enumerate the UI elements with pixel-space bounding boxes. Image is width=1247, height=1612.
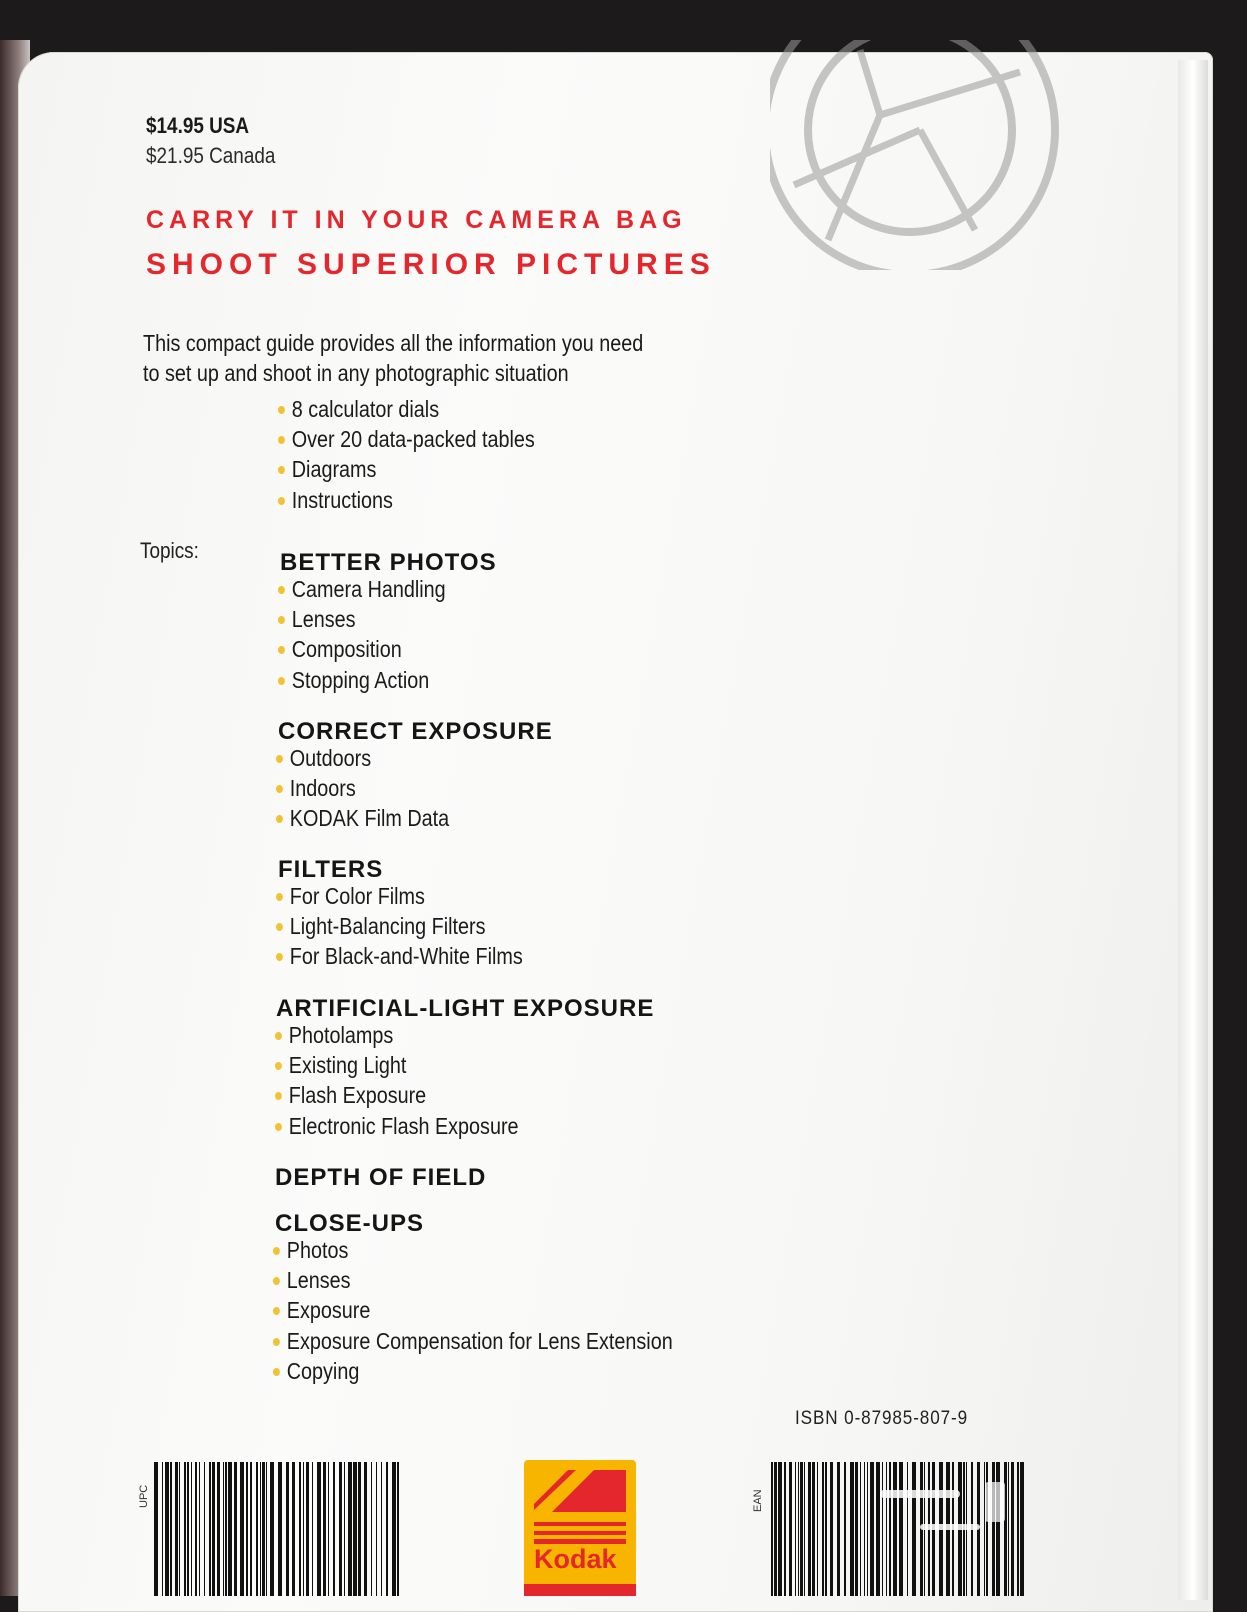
list-item: Diagrams: [278, 454, 535, 484]
bullet-dot-icon: [275, 1092, 282, 1100]
tagline-line-2: SHOOT SUPERIOR PICTURES: [146, 248, 716, 281]
barcode-bar: [963, 1462, 965, 1596]
barcode-bar: [870, 1462, 874, 1596]
barcode-bar: [376, 1462, 377, 1596]
list-item: Existing Light: [275, 1050, 519, 1080]
aperture-icon: [770, 40, 1070, 270]
list-item: Exposure Compensation for Lens Extension: [273, 1326, 673, 1356]
barcode-bar: [306, 1462, 309, 1596]
section-list: [276, 743, 477, 834]
bullet-dot-icon: [275, 1032, 282, 1040]
intro-line-1: This compact guide provides all the information you need: [143, 330, 644, 356]
ean-barcode-icon: [771, 1462, 1025, 1596]
barcode-bar: [225, 1462, 227, 1596]
barcode-bar: [812, 1462, 815, 1596]
list-item: Photos: [273, 1235, 673, 1265]
bullet-dot-icon: [276, 815, 283, 823]
barcode-bar: [924, 1462, 925, 1596]
list-item: Light-Balancing Filters: [276, 911, 523, 941]
barcode-bar: [889, 1462, 891, 1596]
barcode-bar: [800, 1462, 803, 1596]
barcode-bar: [1017, 1462, 1019, 1596]
isbn-number: ISBN 0-87985-807-9: [795, 1408, 969, 1429]
barcode-bar: [333, 1462, 335, 1596]
barcode-bar: [392, 1462, 396, 1596]
barcode-bar: [348, 1462, 352, 1596]
barcode-bar: [371, 1462, 372, 1596]
bullet-dot-icon: [278, 646, 285, 654]
barcode-bar: [920, 1462, 923, 1596]
barcode-bar: [958, 1462, 962, 1596]
bullet-dot-icon: [278, 497, 285, 505]
barcode-bar: [381, 1462, 382, 1596]
list-item: Electronic Flash Exposure: [275, 1111, 519, 1141]
barcode-bar: [286, 1462, 289, 1596]
barcode-bar: [899, 1462, 903, 1596]
bullet-dot-icon: [278, 616, 285, 624]
barcode-bar: [808, 1462, 811, 1596]
barcode-bar: [774, 1462, 777, 1596]
list-item: For Color Films: [276, 881, 523, 911]
bullet-dot-icon: [276, 785, 283, 793]
barcode-bar: [209, 1462, 211, 1596]
barcode-bar: [292, 1462, 295, 1596]
list-item: Copying: [273, 1356, 673, 1386]
topics-label: Topics:: [140, 538, 199, 563]
section-heading: ARTIFICIAL-LIGHT EXPOSURE: [276, 995, 655, 1022]
list-item: 8 calculator dials: [278, 394, 535, 424]
list-item: Camera Handling: [278, 574, 446, 604]
barcode-bar: [822, 1462, 824, 1596]
barcode-bar: [195, 1462, 197, 1596]
barcode-bar: [882, 1462, 883, 1596]
list-item: Lenses: [273, 1265, 673, 1295]
bullet-dot-icon: [273, 1277, 280, 1285]
barcode-bar: [1020, 1462, 1024, 1596]
bullet-dot-icon: [273, 1338, 280, 1346]
barcode-bar: [246, 1462, 248, 1596]
barcode-bar: [1004, 1462, 1007, 1596]
bullet-dot-icon: [278, 406, 285, 414]
barcode-bar: [228, 1462, 232, 1596]
barcode-bar: [886, 1462, 887, 1596]
barcode-bar: [187, 1462, 189, 1596]
list-item: Composition: [278, 634, 446, 664]
barcode-bar: [946, 1462, 950, 1596]
barcode-bar: [364, 1462, 367, 1596]
barcode-bar: [966, 1462, 967, 1596]
list-item: Flash Exposure: [275, 1080, 519, 1110]
barcode-bar: [317, 1462, 321, 1596]
barcode-bar: [175, 1462, 178, 1596]
barcode-bar: [860, 1462, 861, 1596]
list-item: Outdoors: [276, 743, 449, 773]
barcode-bar: [299, 1462, 301, 1596]
barcode-bar: [165, 1462, 169, 1596]
barcode-bar: [876, 1462, 880, 1596]
tagline-line-1: CARRY IT IN YOUR CAMERA BAG: [146, 206, 687, 234]
bullet-dot-icon: [276, 923, 283, 931]
bullet-dot-icon: [278, 436, 285, 444]
list-item: Indoors: [276, 773, 449, 803]
barcode-bar: [312, 1462, 313, 1596]
barcode-bar: [952, 1462, 954, 1596]
section-heading: DEPTH OF FIELD: [275, 1164, 487, 1191]
bullet-dot-icon: [276, 755, 283, 763]
bullet-dot-icon: [273, 1307, 280, 1315]
barcode-bar: [162, 1462, 163, 1596]
barcode-bar: [789, 1462, 792, 1596]
barcode-bar: [771, 1462, 773, 1596]
barcode-bar: [184, 1462, 186, 1596]
bullet-dot-icon: [273, 1247, 280, 1255]
barcode-bar: [223, 1462, 224, 1596]
kodak-logo-icon: [524, 1460, 636, 1596]
list-item: Stopping Action: [278, 665, 446, 695]
bullet-dot-icon: [273, 1368, 280, 1376]
barcode-bar: [992, 1462, 995, 1596]
barcode-bar: [262, 1462, 265, 1596]
barcode-bar: [179, 1462, 180, 1596]
barcode-bar: [303, 1462, 304, 1596]
list-item: Photolamps: [275, 1020, 519, 1050]
barcode-bar: [328, 1462, 329, 1596]
section-heading: CLOSE-UPS: [275, 1210, 425, 1237]
barcode-bar: [397, 1462, 399, 1596]
barcode-bar: [191, 1462, 192, 1596]
barcode-bar: [893, 1462, 897, 1596]
barcode-bar: [830, 1462, 833, 1596]
barcode-bar: [778, 1462, 782, 1596]
barcode-bar: [795, 1462, 796, 1596]
barcode-bar: [867, 1462, 868, 1596]
barcode-bar: [386, 1462, 388, 1596]
barcode-bar: [1008, 1462, 1009, 1596]
barcode-bar: [844, 1462, 846, 1596]
bullet-dot-icon: [278, 586, 285, 594]
list-item: For Black-and-White Films: [276, 941, 523, 971]
section-heading: CORRECT EXPOSURE: [278, 718, 553, 745]
list-item: Lenses: [278, 604, 446, 634]
barcode-bar: [260, 1462, 261, 1596]
price-canada: $21.95 Canada: [146, 143, 276, 168]
upc-label: UPC: [138, 1484, 150, 1508]
section-list: [275, 1020, 558, 1141]
barcode-bar: [250, 1462, 252, 1596]
barcode-bar: [932, 1462, 935, 1596]
barcode-bar: [199, 1462, 200, 1596]
bullet-dot-icon: [278, 466, 285, 474]
barcode-bar: [971, 1462, 973, 1596]
list-item: Instructions: [278, 485, 535, 515]
price-usd: $14.95 USA: [146, 113, 250, 138]
section-list: [273, 1235, 738, 1386]
barcode-bar: [212, 1462, 215, 1596]
barcode-bar: [204, 1462, 205, 1596]
barcode-bar: [825, 1462, 827, 1596]
barcode-bar: [234, 1462, 237, 1596]
section-list: [278, 574, 473, 695]
barcode-bar: [358, 1462, 361, 1596]
section-heading: BETTER PHOTOS: [280, 549, 497, 576]
kodak-brand-text: Kodak: [534, 1544, 617, 1574]
barcode-bar: [339, 1462, 342, 1596]
barcode-bar: [850, 1462, 854, 1596]
barcode-bar: [784, 1462, 786, 1596]
intro-text: [143, 328, 643, 388]
feature-list: [278, 394, 577, 515]
barcode-bar: [323, 1462, 326, 1596]
barcode-bar: [798, 1462, 799, 1596]
barcode-bar: [256, 1462, 258, 1596]
upc-barcode-icon: [154, 1462, 404, 1596]
barcode-bar: [939, 1462, 943, 1596]
barcode-bar: [270, 1462, 274, 1596]
barcode-bar: [266, 1462, 267, 1596]
section-list: [276, 881, 563, 972]
barcode-bar: [864, 1462, 865, 1596]
barcode-bar: [986, 1462, 988, 1596]
list-item: KODAK Film Data: [276, 803, 449, 833]
barcode-bar: [912, 1462, 916, 1596]
barcode-bar: [353, 1462, 357, 1596]
barcode-bar: [154, 1462, 158, 1596]
barcode-bar: [977, 1462, 980, 1596]
bullet-dot-icon: [275, 1123, 282, 1131]
barcode-bar: [240, 1462, 244, 1596]
barcode-bar: [996, 1462, 1000, 1596]
section-heading: FILTERS: [278, 856, 384, 883]
barcode-bar: [170, 1462, 172, 1596]
list-item: Exposure: [273, 1295, 673, 1325]
book-spine-edge: [1178, 60, 1208, 1600]
barcode-bar: [984, 1462, 985, 1596]
bullet-dot-icon: [276, 953, 283, 961]
barcode-bar: [837, 1462, 840, 1596]
barcode-bar: [278, 1462, 282, 1596]
intro-line-2: to set up and shoot in any photographic situation: [143, 360, 569, 386]
barcode-bar: [1011, 1462, 1014, 1596]
bullet-dot-icon: [275, 1062, 282, 1070]
bullet-dot-icon: [276, 893, 283, 901]
barcode-bar: [344, 1462, 345, 1596]
ean-label: EAN: [752, 1489, 764, 1512]
barcode-bar: [804, 1462, 805, 1596]
list-item: Over 20 data-packed tables: [278, 424, 535, 454]
barcode-bar: [817, 1462, 818, 1596]
bullet-dot-icon: [278, 677, 285, 685]
barcode-bar: [217, 1462, 220, 1596]
barcode-bar: [907, 1462, 908, 1596]
barcode-bar: [928, 1462, 930, 1596]
barcode-bar: [855, 1462, 858, 1596]
